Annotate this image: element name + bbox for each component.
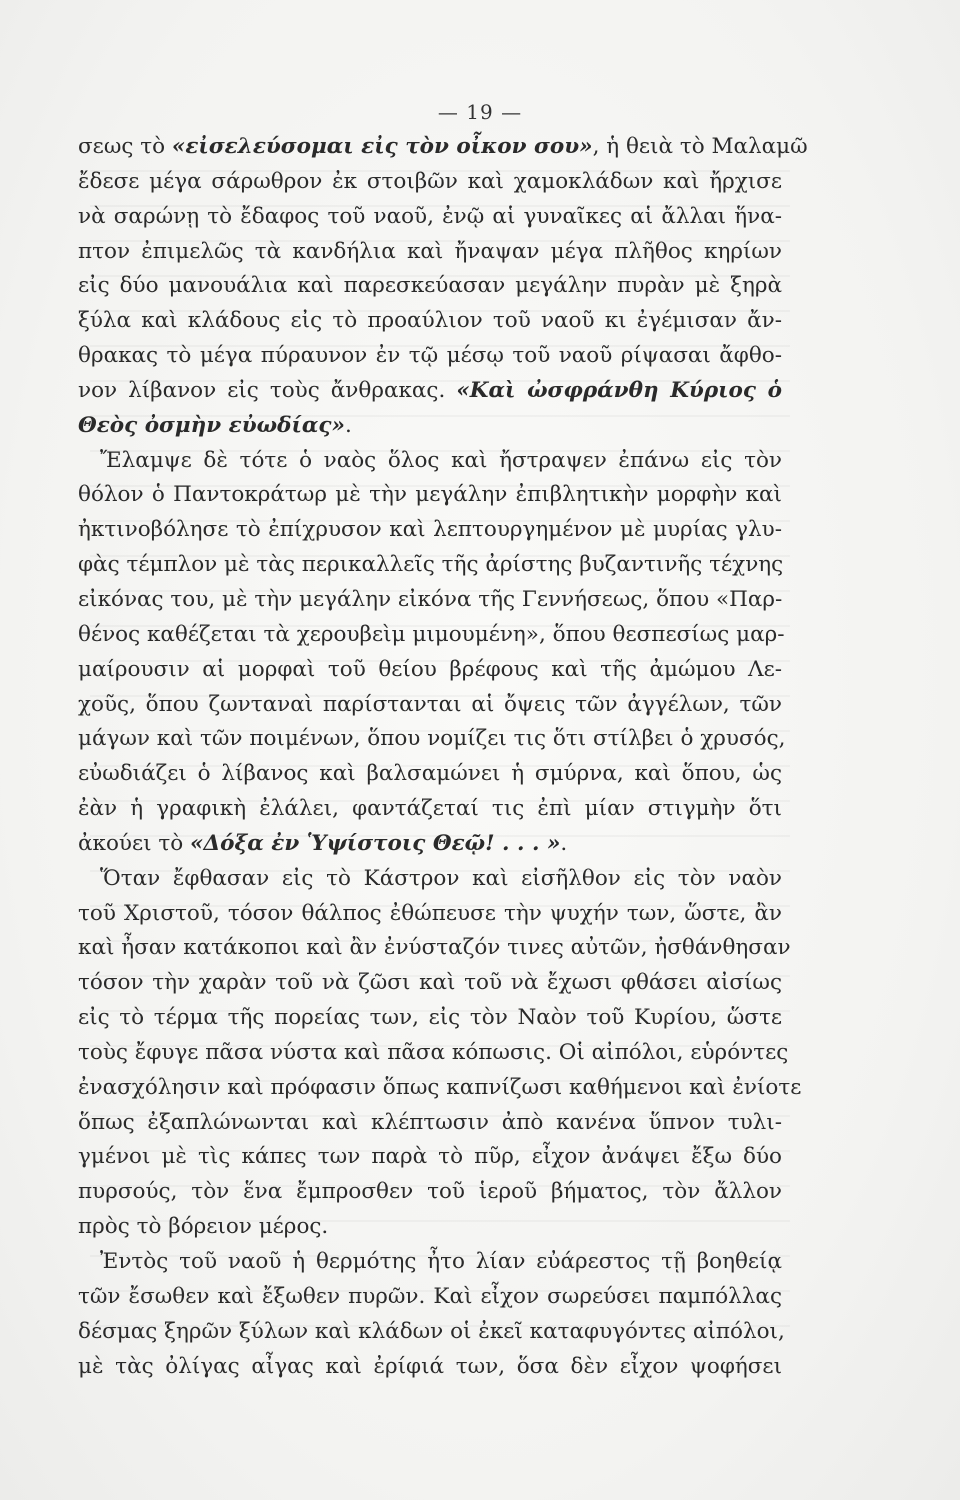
text-line [78,757,782,792]
text-segment: τόσον τὴν χαρὰν τοῦ νὰ ζῶσι καὶ τοῦ νὰ ἔχωσι φθάσει αἰσίως [78,970,782,996]
text-segment: νον λίβανον εἰς τοὺς ἄνθρακας. [78,377,457,403]
text-line [78,200,782,235]
text-line [78,374,782,409]
text-segment: θρακας τὸ μέγα πύραυνον ἐν τῷ μέσῳ τοῦ ναοῦ ρίψασαι ἄφθο- [78,343,782,369]
text-line [78,792,782,827]
text-segment: , ἡ θειὰ τὸ Μαλαμῶ [592,134,808,159]
text-segment: θόλον ὁ Παντοκράτωρ μὲ τὴν μεγάλην ἐπιβλητικὴν μορφὴν καὶ [78,482,782,508]
text-line [78,862,782,897]
text-line [78,513,782,548]
emphasized-text: «Δόξα ἐν Ὑψίστοις Θεῷ! . . . » [190,830,561,856]
text-line [78,1280,782,1315]
text-line [78,1001,782,1036]
text-line [78,1175,782,1210]
text-segment: μάγων καὶ τῶν ποιμένων, ὅπου νομίζει τις ὅτι στίλβει ὁ χρυσός, [78,726,786,752]
text-line [78,966,782,1001]
text-segment: ἐνασχόλησιν καὶ πρόφασιν ὅπως καπνίζωσι καθήμενοι καὶ ἐνίοτε [78,1074,802,1100]
text-segment: μὲ τὰς ὀλίγας αἶγας καὶ ἐρίφιά των, ὅσα δὲν εἶχον ψοφήσει [78,1353,782,1379]
text-line [78,339,782,374]
text-segment: εὐωδιάζει ὁ λίβανος καὶ βαλσαμώνει ἡ σμύρνα, καὶ ὅπου, ὡς [78,761,782,787]
text-segment: Ὅταν ἔφθασαν εἰς τὸ Κάστρον καὶ εἰσῆλθον εἰς τὸν ναὸν [100,865,782,891]
text-line [78,130,808,165]
text-segment: ἔδεσε μέγα σάρωθρον ἐκ στοιβῶν καὶ χαμοκλάδων καὶ ἤρχισε [78,168,782,194]
text-segment: σεως τὸ [78,134,172,159]
text-segment: ὅπως ἐξαπλώνωνται καὶ κλέπτωσιν ἀπὸ κανένα ὕπνον τυλι- [78,1109,782,1135]
text-line [78,1106,782,1141]
text-line [78,165,782,200]
text-line [78,548,782,583]
text-segment: εἰς τὸ τέρμα τῆς πορείας των, εἰς τὸν Ναὸν τοῦ Κυρίου, ὥστε [78,1005,782,1031]
text-segment: ἐὰν ἡ γραφικὴ ἐλάλει, φαντάζεταί τις ἐπὶ μίαν στιγμὴν ὅτι [78,796,782,822]
body-text [78,130,808,1384]
emphasized-text: Θεὸς ὀσμὴν εὐωδίας» [78,412,345,438]
text-segment: τοῦ Χριστοῦ, τόσον θάλπος ἐθώπευσε τὴν ψυχήν των, ὥστε, ἂν [78,900,782,926]
text-segment: χοῦς, ὅπου ζωνταναὶ παρίστανται αἱ ὄψεις τῶν ἀγγέλων, τῶν [78,691,782,717]
page-number: — 19 — [437,100,523,124]
text-segment: . [344,412,352,438]
text-segment: εἰς δύο μανουάλια καὶ παρεσκεύασαν μεγάλην πυρὰν μὲ ξηρὰ [78,273,782,299]
text-segment: ξύλα καὶ κλάδους εἰς τὸ προαύλιον τοῦ ναοῦ κι ἐγέμισαν ἄν- [78,308,782,334]
text-line [78,269,782,304]
text-line [78,688,782,723]
emphasized-text: «Καὶ ὠσφράνθη Κύριος ὁ [456,377,782,403]
text-segment: Ἐντὸς τοῦ ναοῦ ἡ θερμότης ἦτο λίαν εὐάρεστος τῇ βοηθείᾳ [100,1249,782,1274]
text-segment: καὶ ἦσαν κατάκοποι καὶ ἂν ἐνύσταζόν τινες αὐτῶν, ἠσθάνθησαν [78,935,791,961]
text-line [78,1315,785,1350]
text-segment: μαίρουσιν αἱ μορφαὶ τοῦ θείου βρέφους καὶ τῆς ἀμώμου Λε- [78,656,782,682]
text-line [78,409,782,444]
text-segment: τῶν ἔσωθεν καὶ ἔξωθεν πυρῶν. Καὶ εἶχον σωρεύσει παμπόλλας [78,1283,782,1309]
text-segment: γμένοι μὲ τὶς κάπες των παρὰ τὸ πῦρ, εἶχον ἀνάψει ἔξω δύο [78,1144,782,1170]
text-segment: . [560,830,568,856]
text-segment: ἀκούει τὸ [78,830,191,856]
text-line [78,1245,782,1280]
text-segment: τοὺς ἔφυγε πᾶσα νύστα καὶ πᾶσα κόπωσις. Οἱ αἰπόλοι, εὑρόντες [78,1039,789,1065]
text-line [78,618,785,653]
text-line [78,1036,789,1071]
text-segment: Ἔλαμψε δὲ τότε ὁ ναὸς ὅλος καὶ ἤστραψεν ἐπάνω εἰς τὸν [100,447,782,473]
text-line [78,653,782,688]
text-segment: θένος καθέζεται τὰ χερουβεὶμ μιμουμένη», ὅπου θεσπεσίως μαρ- [78,621,785,647]
text-line [78,478,782,513]
text-line [78,583,782,618]
text-segment: δέσμας ξηρῶν ξύλων καὶ κλάδων οἱ ἐκεῖ καταφυγόντες αἰπόλοι, [78,1318,785,1344]
text-line [78,235,782,270]
text-line [78,1350,782,1385]
text-line [78,304,782,339]
text-segment: νὰ σαρώνῃ τὸ ἔδαφος τοῦ ναοῦ, ἐνῷ αἱ γυναῖκες αἱ ἄλλαι ἥνα- [78,203,782,229]
text-line [78,931,791,966]
text-line [78,827,782,862]
text-segment: πρὸς τὸ βόρειον μέρος. [78,1214,329,1240]
text-line [78,444,782,479]
text-segment: πυρσούς, τὸν ἕνα ἔμπροσθεν τοῦ ἱεροῦ βήματος, τὸν ἄλλον [78,1179,782,1205]
text-line [78,1140,782,1175]
text-segment: πτον ἐπιμελῶς τὰ κανδήλια καὶ ἤναψαν μέγα πλῆθος κηρίων [78,238,782,264]
emphasized-text: «εἰσελεύσομαι εἰς τὸν οἶκον σου» [171,134,593,159]
text-segment: ἠκτινοβόλησε τὸ ἐπίχρυσον καὶ λεπτουργημένον μὲ μυρίας γλυ- [78,517,782,543]
text-line [78,722,786,757]
text-segment: εἰκόνας του, μὲ τὴν μεγάλην εἰκόνα τῆς Γεννήσεως, ὅπου «Παρ- [78,586,783,612]
text-line [78,1210,782,1245]
text-line [78,897,782,932]
text-segment: φὰς τέμπλον μὲ τὰς περικαλλεῖς τῆς ἀρίστης βυζαντινῆς τέχνης [78,552,784,578]
text-line [78,1071,802,1106]
